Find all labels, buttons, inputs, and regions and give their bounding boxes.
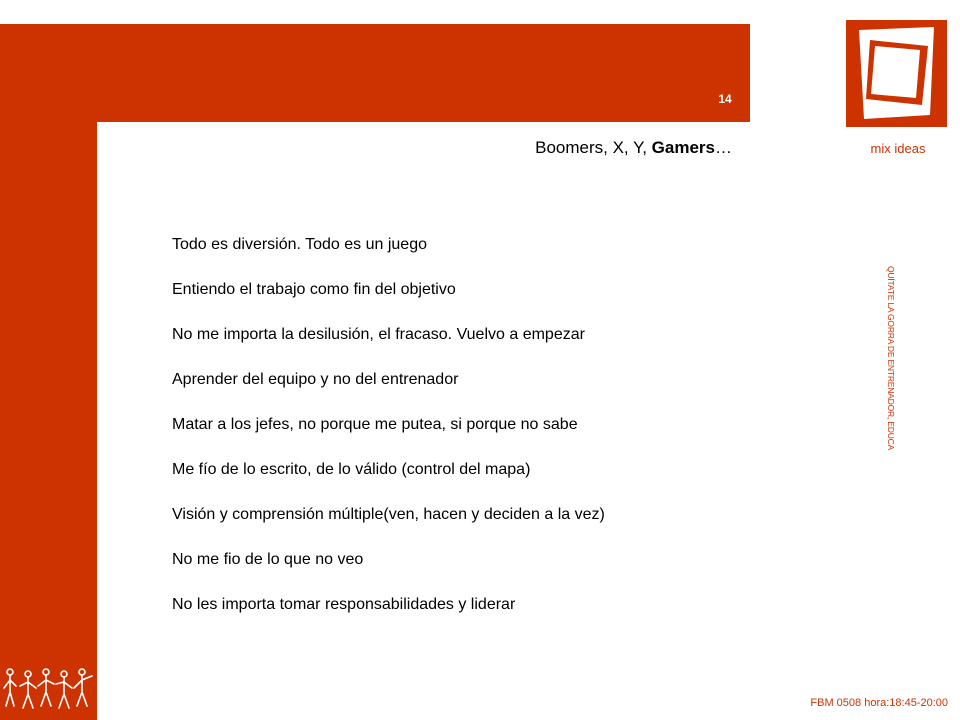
- side-slogan: QUÍTATE LA GORRA DE ENTRENADOR, EDUCA: [886, 266, 896, 451]
- list-item: Matar a los jefes, no porque me putea, si porque no sabe: [172, 416, 578, 433]
- list-item: No me importa la desilusión, el fracaso. Vuelvo a empezar: [172, 326, 585, 343]
- list-item: Entiendo el trabajo como fin del objetivo: [172, 281, 456, 298]
- list-item: Aprender del equipo y no del entrenador: [172, 371, 459, 388]
- slide-title: [535, 138, 732, 158]
- title-prefix: Boomers, X, Y,: [535, 138, 652, 157]
- sidebar-band: [0, 122, 97, 720]
- brand-name: mix ideas: [870, 141, 926, 156]
- title-bold: Gamers: [651, 138, 715, 157]
- mix-ideas-logo-icon: [846, 20, 947, 127]
- title-suffix: …: [715, 138, 732, 157]
- footer-text: FBM 0508 hora:18:45-20:00: [810, 697, 948, 709]
- list-item: Me fío de lo escrito, de lo válido (control del mapa): [172, 461, 531, 478]
- list-item: No me fio de lo que no veo: [172, 551, 364, 568]
- header-band: [0, 24, 750, 122]
- people-figures-icon: [0, 660, 97, 720]
- content-list: [172, 233, 605, 638]
- slide-number: 14: [718, 92, 732, 106]
- list-item: No les importa tomar responsabilidades y liderar: [172, 596, 516, 613]
- list-item: Todo es diversión. Todo es un juego: [172, 236, 427, 253]
- list-item: Visión y comprensión múltiple(ven, hacen y deciden a la vez): [172, 506, 605, 523]
